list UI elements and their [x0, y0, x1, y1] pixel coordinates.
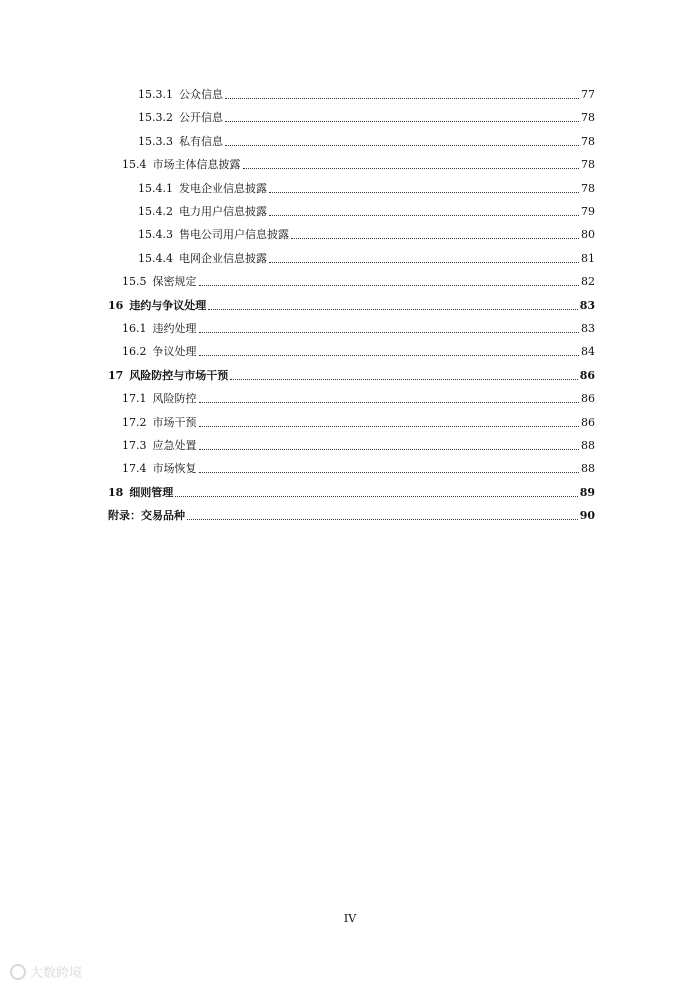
toc-entry-page: 83: [581, 322, 595, 335]
dot-leader: [269, 192, 579, 193]
toc-entry-page: 78: [581, 134, 595, 148]
toc-entry-title: 违约与争议处理: [129, 298, 207, 312]
toc-entry-number: 15.4: [122, 158, 147, 172]
dot-leader: [225, 121, 579, 122]
page-number: IV: [343, 912, 357, 925]
toc-entry-number: 16.2: [122, 345, 147, 359]
toc-entry-title: 公开信息: [179, 111, 223, 125]
toc-entry-title: 细则管理: [129, 485, 174, 499]
toc-entry-number: 17.3: [122, 439, 147, 452]
dot-leader: [199, 472, 580, 473]
dot-leader: [199, 285, 580, 286]
watermark-text: 大数跨境: [30, 966, 83, 981]
toc-entry-title: 私有信息: [179, 134, 223, 148]
dot-leader: [187, 519, 578, 520]
toc-entry-page: 77: [581, 88, 595, 101]
toc-entry[interactable]: [138, 205, 595, 219]
toc-entry-title: 违约处理: [152, 322, 197, 335]
toc-entry[interactable]: [108, 299, 595, 313]
dot-leader: [199, 332, 580, 333]
toc-entry[interactable]: [122, 416, 595, 430]
toc-entry[interactable]: [138, 111, 595, 125]
toc-entry-page: 78: [581, 158, 595, 172]
dot-leader: [291, 238, 579, 239]
toc-entry-number: 15.3.1: [138, 88, 173, 101]
toc-entry-number: 17: [108, 368, 124, 382]
toc-entry-number: 18: [108, 485, 124, 499]
dot-leader: [199, 426, 580, 427]
toc-entry[interactable]: [122, 392, 595, 406]
toc-entry[interactable]: [138, 252, 595, 266]
toc-entry-page: 79: [581, 205, 595, 218]
toc-entry[interactable]: [122, 322, 595, 336]
toc-entry-number: 15.3.2: [138, 111, 173, 125]
toc-entry-page: 89: [579, 485, 595, 499]
dot-leader: [225, 145, 579, 146]
toc-entry[interactable]: [138, 182, 595, 196]
toc-entry-number: 15.3.3: [138, 134, 173, 148]
toc-entry-title: 应急处置: [152, 439, 197, 452]
toc-entry-title: 市场恢复: [152, 462, 197, 476]
toc-entry-page: 88: [581, 462, 595, 476]
toc-entry-number: 15.4.2: [138, 205, 173, 218]
dot-leader: [199, 402, 580, 403]
dot-leader: [225, 98, 579, 99]
toc-entry-page: 80: [581, 228, 595, 242]
toc-entry-title: 售电公司用户信息披露: [179, 228, 289, 242]
toc-entry-title: 市场主体信息披露: [152, 158, 241, 172]
dot-leader: [208, 309, 577, 310]
toc-entry-title: 风险防控与市场干预: [129, 368, 229, 382]
toc-entry[interactable]: [138, 135, 595, 149]
toc-entry[interactable]: [108, 486, 595, 500]
toc-entry-title: 电网企业信息披露: [179, 251, 267, 265]
toc-entry[interactable]: [122, 345, 595, 359]
toc-entry-title: 电力用户信息披露: [179, 205, 267, 218]
dot-leader: [175, 496, 577, 497]
toc-entry-page: 86: [579, 368, 595, 382]
toc-entry-number: 16: [108, 298, 124, 312]
toc-entry[interactable]: [122, 275, 595, 289]
toc-entry-number: 15.4.4: [138, 251, 173, 265]
toc-entry-title: 保密规定: [152, 275, 197, 289]
toc-entry-title: 发电企业信息披露: [179, 181, 267, 195]
toc-entry[interactable]: [122, 439, 595, 453]
toc-entry-title: 市场干预: [152, 415, 197, 429]
dot-leader: [230, 379, 577, 380]
dot-leader: [243, 168, 580, 169]
toc-entry[interactable]: [122, 158, 595, 172]
toc-entry-number: 15.4.1: [138, 181, 173, 195]
toc-entry-page: 86: [581, 392, 595, 406]
toc-entry-page: 88: [581, 439, 595, 452]
toc-entry-number: 15.5: [122, 275, 147, 289]
toc-entry[interactable]: [108, 369, 595, 383]
toc-entry-title: 附录：交易品种: [108, 509, 185, 523]
toc-entry-page: 86: [581, 415, 595, 429]
toc-entry-page: 81: [581, 251, 595, 265]
toc-entry-number: 17.2: [122, 415, 147, 429]
toc-entry-title: 风险防控: [152, 392, 197, 406]
toc-entry-page: 78: [581, 111, 595, 125]
toc-entry-title: 公众信息: [179, 88, 223, 101]
dot-leader: [269, 262, 579, 263]
toc-entry[interactable]: [108, 509, 595, 523]
toc-entry-page: 84: [581, 345, 595, 359]
toc-entry-page: 82: [581, 275, 595, 289]
dot-leader: [199, 449, 580, 450]
toc-entry[interactable]: [138, 228, 595, 242]
toc-entry-page: 78: [581, 181, 595, 195]
watermark: [10, 962, 82, 981]
chat-bubble-icon: [10, 964, 26, 980]
toc-entry[interactable]: [122, 462, 595, 476]
toc-entry-number: 17.4: [122, 462, 147, 476]
toc-entry-number: 17.1: [122, 392, 147, 406]
toc-entry-number: 16.1: [122, 322, 147, 335]
toc-entry-page: 90: [579, 509, 595, 523]
toc-entry-title: 争议处理: [152, 345, 197, 359]
dot-leader: [269, 215, 579, 216]
toc-entry-number: 15.4.3: [138, 228, 173, 242]
toc-entry-page: 83: [579, 298, 595, 312]
toc-entry[interactable]: [138, 88, 595, 102]
dot-leader: [199, 355, 580, 356]
